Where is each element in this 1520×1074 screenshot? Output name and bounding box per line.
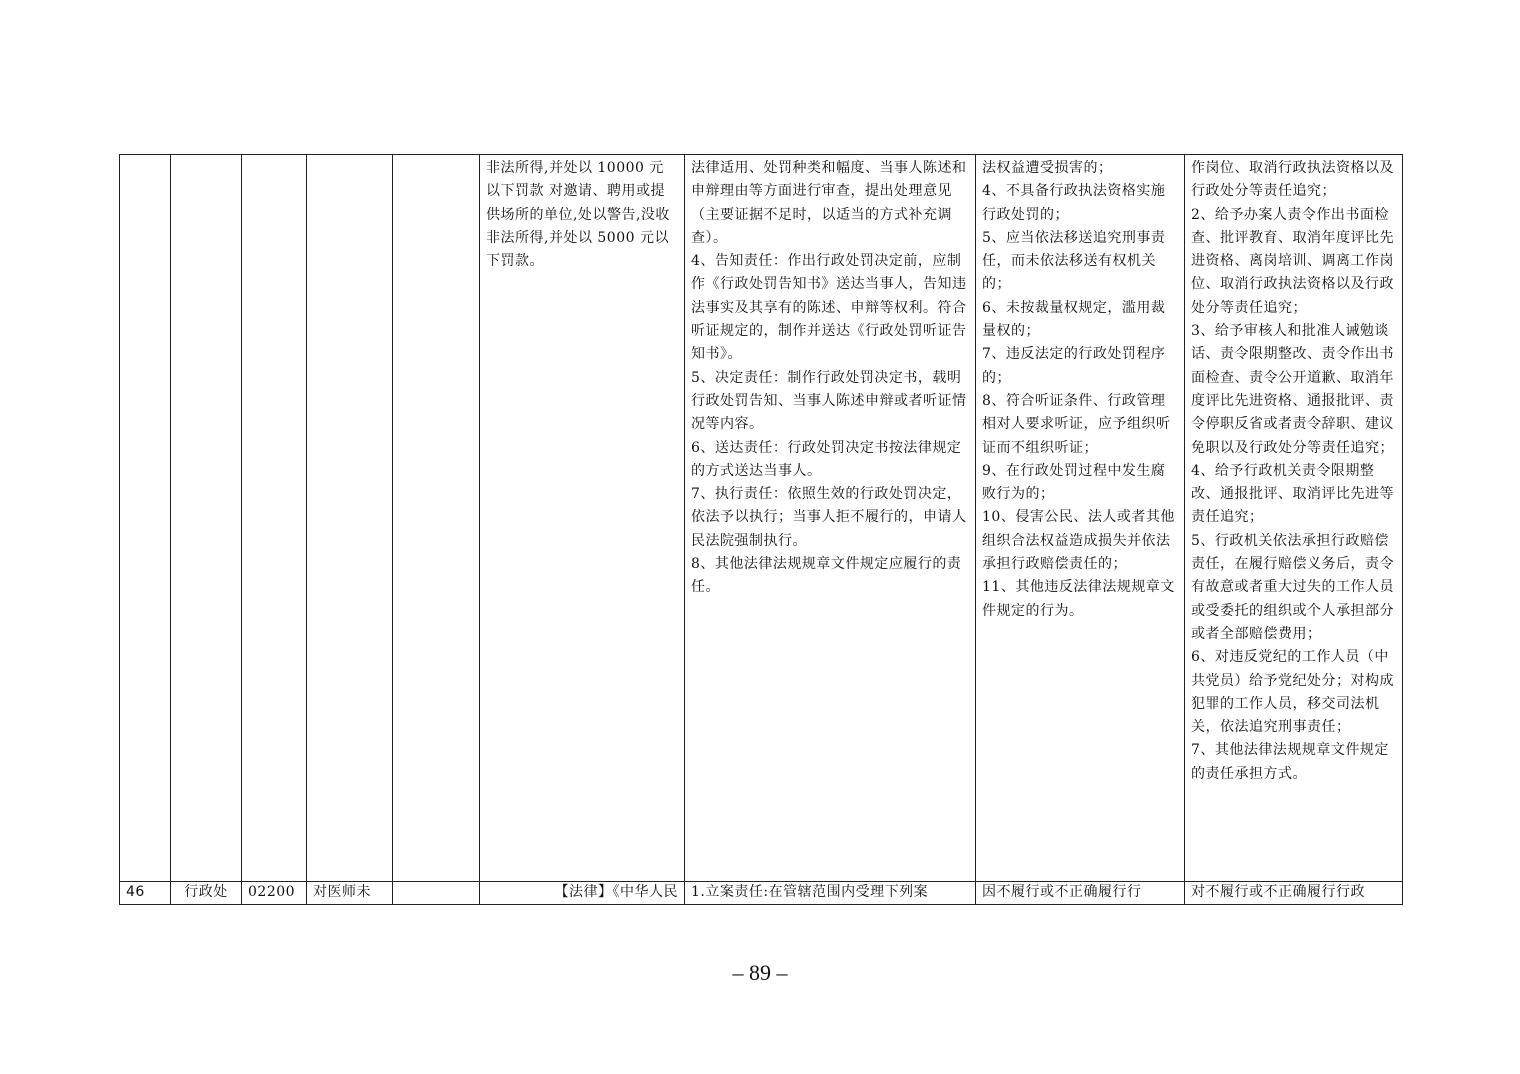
duties-cell: 1.立案责任:在管辖范围内受理下列案 (685, 882, 976, 905)
type-cell: 行政处 (171, 882, 242, 905)
liability-cases-cell: 法权益遭受损害的； 4、不具备行政执法资格实施行政处罚的； 5、应当依法移送追究刑事责任，而未依法移送有权机关的； 6、未按裁量权规定，滥用裁量权的； 7、违反法定的行政处罚程序的； 8、符合听证条件、行政管理相对人要求听证，应予组织听证而不组织听证； 9、在行政处罚过程中发生腐败行为的； 10、侵害公民、法人或者其他组织合法权益造成损失并依法承担行政赔偿责任的； 11、其他违反法律法规规章文件规定的行为。 (976, 155, 1185, 882)
duty-list-table (119, 154, 1403, 905)
accountability-cell: 作岗位、取消行政执法资格以及行政处分等责任追究； 2、给予办案人责令作出书面检查、批评教育、取消年度评比先进资格、离岗培训、调离工作岗位、取消行政执法资格以及行政处分等责任追究； 3、给予审核人和批准人诫勉谈话、责令限期整改、责令作出书面检查、责令公开道歉、取消年度评比先进资格、通报批评、责令停职反省或者责令辞职、建议免职以及行政处分等责任追究； 4、给予行政机关责令限期整改、通报批评、取消评比先进等责任追究； 5、行政机关依法承担行政赔偿责任，在履行赔偿义务后，责令有故意或者重大过失的工作人员或受委托的组织或个人承担部分或者全部赔偿费用； 6、对违反党纪的工作人员（中共党员）给予党纪处分；对构成犯罪的工作人员，移交司法机关，依法追究刑事责任； 7、其他法律法规规章文件规定的责任承担方式。 (1185, 155, 1403, 882)
liability-cases-cell: 因不履行或不正确履行行 (976, 882, 1185, 905)
item-cell (307, 155, 393, 882)
item-cell: 对医师未 (307, 882, 393, 905)
table-row (120, 882, 1403, 905)
sub-item-cell (393, 882, 480, 905)
code-cell (242, 155, 307, 882)
sub-item-cell (393, 155, 480, 882)
duties-cell: 法律适用、处罚种类和幅度、当事人陈述和申辩理由等方面进行审查，提出处理意见（主要证据不足时，以适当的方式补充调查）。 4、告知责任：作出行政处罚决定前，应制作《行政处罚告知书》送达当事人，告知违法事实及其享有的陈述、申辩等权利。符合听证规定的，制作并送达《行政处罚听证告知书》。 5、决定责任：制作行政处罚决定书，载明行政处罚告知、当事人陈述申辩或者听证情况等内容。 6、送达责任：行政处罚决定书按法律规定的方式送达当事人。 7、执行责任：依照生效的行政处罚决定，依法予以执行；当事人拒不履行的，申请人民法院强制执行。 8、其他法律法规规章文件规定应履行的责任。 (685, 155, 976, 882)
type-cell (171, 155, 242, 882)
table-row (120, 155, 1403, 882)
basis-cell: 【法律】《中华人民 (480, 882, 685, 905)
num-cell (120, 155, 171, 882)
code-cell: 02200 (242, 882, 307, 905)
accountability-cell: 对不履行或不正确履行行政 (1185, 882, 1403, 905)
page-number: – 89 – (732, 960, 788, 985)
num-cell: 46 (120, 882, 171, 905)
penalty-cell: 非法所得,并处以 10000 元以下罚款 对邀请、聘用或提供场所的单位,处以警告,没收非法所得,并处以 5000 元以下罚款。 (480, 155, 685, 882)
